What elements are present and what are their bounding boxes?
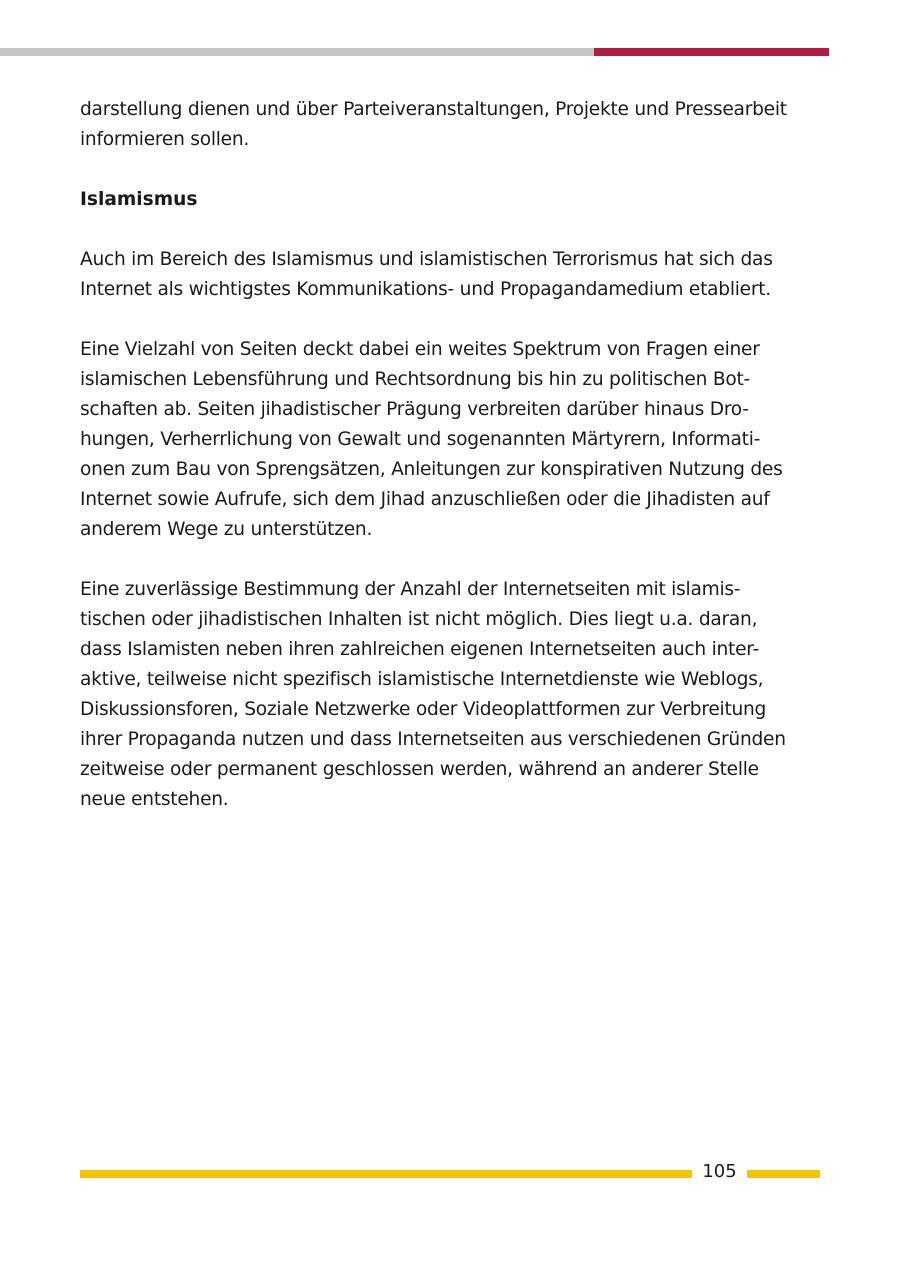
page-number: 105 bbox=[702, 1161, 737, 1182]
paragraph-count bbox=[80, 575, 825, 815]
continuation-paragraph bbox=[80, 95, 825, 155]
text-line: tischen oder jihadistischen Inhalten ist nicht möglich. Dies liegt u.a. daran, bbox=[80, 609, 758, 630]
text-line: Eine Vielzahl von Seiten deckt dabei ein weites Spektrum von Fragen einer bbox=[80, 339, 760, 360]
text-line: islamischen Lebensführung und Rechtsordnung bis hin zu politischen Bot- bbox=[80, 369, 750, 390]
text-line: aktive, teilweise nicht spezifisch islamistische Internetdienste wie Weblogs, bbox=[80, 669, 764, 690]
text-line: hungen, Verherrlichung von Gewalt und sogenannten Märtyrern, Informati- bbox=[80, 429, 761, 450]
paragraph-intro bbox=[80, 245, 825, 305]
top-rule-grey bbox=[0, 48, 594, 56]
text-line: zeitweise oder permanent geschlossen werden, während an anderer Stelle bbox=[80, 759, 759, 780]
text-line: dass Islamisten neben ihren zahlreichen eigenen Internetseiten auch inter- bbox=[80, 639, 759, 660]
text-line: anderem Wege zu unterstützen. bbox=[80, 519, 373, 540]
text-line: neue entstehen. bbox=[80, 789, 229, 810]
text-line: onen zum Bau von Sprengsätzen, Anleitungen zur konspirativen Nutzung des bbox=[80, 459, 783, 480]
text-line: informieren sollen. bbox=[80, 129, 250, 150]
text-line: Auch im Bereich des Islamismus und islamistischen Terrorismus hat sich das bbox=[80, 249, 773, 270]
paragraph-spectrum bbox=[80, 335, 825, 545]
section-heading: Islamismus bbox=[80, 189, 198, 210]
text-line: Eine zuverlässige Bestimmung der Anzahl der Internetseiten mit islamis- bbox=[80, 579, 741, 600]
text-line: Internet als wichtigstes Kommunikations- und Propagandamedium etabliert. bbox=[80, 279, 771, 300]
text-line: schaften ab. Seiten jihadistischer Prägung verbreiten darüber hinaus Dro- bbox=[80, 399, 749, 420]
text-line: Internet sowie Aufrufe, sich dem Jihad anzuschließen oder die Jihadisten auf bbox=[80, 489, 770, 510]
footer-rule-left bbox=[80, 1170, 692, 1178]
text-line: darstellung dienen und über Parteiveranstaltungen, Projekte und Pressearbeit bbox=[80, 99, 787, 120]
page-content bbox=[80, 95, 825, 815]
text-line: Diskussionsforen, Soziale Netzwerke oder Videoplattformen zur Verbreitung bbox=[80, 699, 767, 720]
top-rule-red bbox=[594, 48, 829, 56]
footer-rule-right bbox=[747, 1170, 820, 1178]
text-line: ihrer Propaganda nutzen und dass Internetseiten aus verschiedenen Gründen bbox=[80, 729, 786, 750]
